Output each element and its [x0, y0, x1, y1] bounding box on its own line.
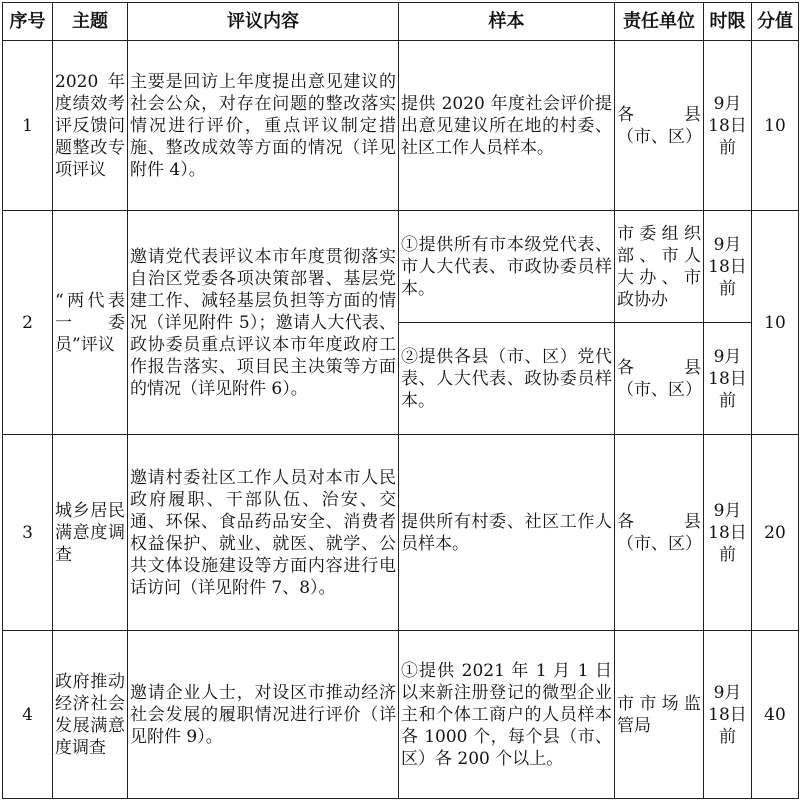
row-index: 4	[3, 631, 53, 799]
header-score: 分值	[752, 3, 799, 41]
row-index: 1	[3, 41, 53, 211]
row-deadline-b: 9月18日前	[704, 323, 752, 435]
row-unit-b: 各县（市、区）	[615, 323, 704, 435]
row-unit: 市市场监管局	[615, 631, 704, 799]
row-deadline: 9月18日前	[704, 631, 752, 799]
row-sample: 提供所有村委、社区工作人员样本。	[399, 435, 615, 631]
table-row	[3, 631, 799, 799]
header-index: 序号	[3, 3, 53, 41]
header-content: 评议内容	[128, 3, 399, 41]
row-score: 10	[752, 41, 799, 211]
row-content: 邀请党代表评议本市年度贯彻落实自治区党委各项决策部署、基层党建工作、减轻基层负担等方面的情况（详见附件 5）；邀请人大代表、政协委员重点评议本市年度政府工作报告落实、项目民主决策等方面的情况（详见附件 6）。	[128, 211, 399, 435]
row-content: 主要是回访上年度提出意见建议的社会公众，对存在问题的整改落实情况进行评价，重点评议制定措施、整改成效等方面的情况（详见附件 4）。	[128, 41, 399, 211]
row-topic: 城乡居民满意度调查	[53, 435, 128, 631]
row-content: 邀请企业人士，对设区市推动经济社会发展的履职情况进行评价（详见附件 9）。	[128, 631, 399, 799]
table-row	[3, 435, 799, 631]
row-deadline: 9月18日前	[704, 41, 752, 211]
header-topic: 主题	[53, 3, 128, 41]
row-sample: 提供 2020 年度社会评价提出意见建议所在地的村委、社区工作人员样本。	[399, 41, 615, 211]
row-unit: 各县（市、区）	[615, 435, 704, 631]
row-sample-b: ②提供各县（市、区）党代表、人大代表、政协委员样本。	[399, 323, 615, 435]
row-deadline-a: 9月18日前	[704, 211, 752, 323]
row-content: 邀请村委社区工作人员对本市人民政府履职、干部队伍、治安、交通、环保、食品药品安全、消费者权益保护、就业、就医、就学、公共文体设施建设等方面内容进行电话访问（详见附件 7、8）。	[128, 435, 399, 631]
row-topic: 2020 年度绩效考评反馈问题整改专项评议	[53, 41, 128, 211]
row-unit-a: 市委组织部、市人大办、市政协办	[615, 211, 704, 323]
header-unit: 责任单位	[615, 3, 704, 41]
table-row	[3, 211, 799, 323]
header-deadline: 时限	[704, 3, 752, 41]
header-sample: 样本	[399, 3, 615, 41]
row-topic: “两代表一委员”评议	[53, 211, 128, 435]
table-row	[3, 41, 799, 211]
header-row	[3, 3, 799, 41]
row-score: 10	[752, 211, 799, 435]
row-sample-a: ①提供所有市本级党代表、市人大代表、市政协委员样本。	[399, 211, 615, 323]
evaluation-table	[2, 2, 799, 799]
row-deadline: 9月18日前	[704, 435, 752, 631]
row-score: 40	[752, 631, 799, 799]
row-score: 20	[752, 435, 799, 631]
row-unit: 各县（市、区）	[615, 41, 704, 211]
row-index: 2	[3, 211, 53, 435]
row-index: 3	[3, 435, 53, 631]
row-sample: ①提供 2021 年 1 月 1 日以来新注册登记的微型企业主和个体工商户的人员样本各 1000 个，每个县（市、区）各 200 个以上。	[399, 631, 615, 799]
row-topic: 政府推动经济社会发展满意度调查	[53, 631, 128, 799]
